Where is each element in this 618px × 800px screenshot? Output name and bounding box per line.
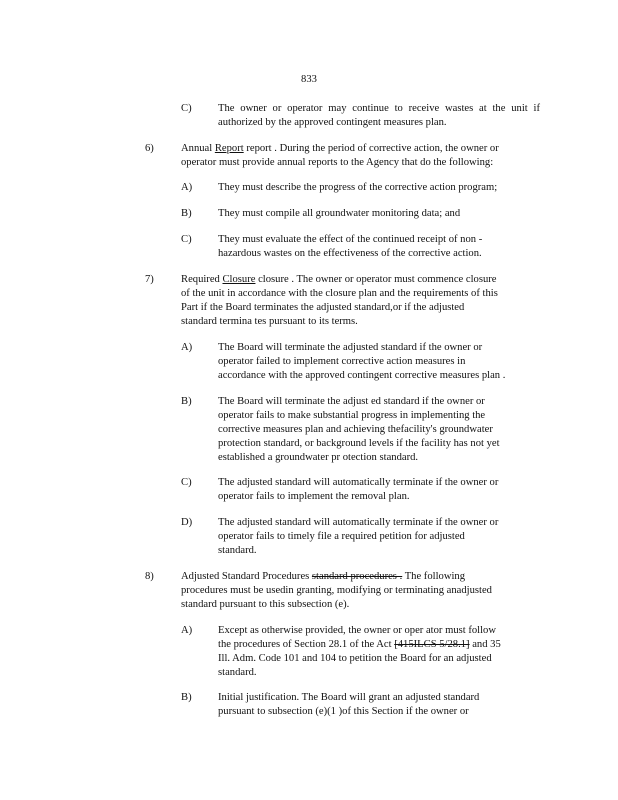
text-line: They must describe the progress of the corrective action program;: [218, 182, 498, 193]
text-line: Except as otherwise provided, the owner or oper ator must follow: [218, 625, 497, 636]
text-line: Part if the Board terminates the adjusted standard,or if the adjusted: [181, 302, 465, 313]
deleted-text: standard procedures .: [311, 571, 403, 582]
text-line: of the unit in accordance with the closure plan and the requirements of this: [181, 288, 498, 299]
text-line: authorized by the approved contingent measures plan.: [218, 117, 447, 128]
inserted-text: Closure: [222, 274, 256, 285]
text-run: and 35: [469, 639, 501, 650]
item-label: C): [181, 234, 192, 245]
text-line: They must evaluate the effect of the continued receipt of non -: [218, 234, 483, 245]
text-line: The adjusted standard will automatically terminate if the owner or: [218, 517, 499, 528]
text-run: closure . The owner or operator must commence closure: [255, 274, 497, 285]
paragraph: [218, 516, 542, 558]
text-line: protection standard, or background levels if the facility has not yet: [218, 438, 500, 449]
item-label: C): [181, 103, 192, 114]
text-run: Required: [181, 274, 223, 285]
paragraph: [181, 570, 542, 612]
text-line: operator fails to make substantial progress in implementing the: [218, 410, 486, 421]
paragraph: [218, 233, 540, 261]
text-line: procedures must be usedin granting, modifying or terminating anadjusted: [181, 585, 492, 596]
text-line: pursuant to subsection (e)(1 )of this Section if the owner or: [218, 706, 469, 717]
item-label: B): [181, 692, 192, 703]
text-line: corrective measures plan and achieving thefacility's groundwater: [218, 424, 493, 435]
paragraph: [181, 142, 542, 170]
item-label: C): [181, 477, 192, 488]
page-number: 833: [301, 74, 317, 85]
text-line: operator fails to timely file a required petition for adjusted: [218, 531, 465, 542]
text-line: accordance with the approved contingent corrective measures plan .: [218, 370, 506, 381]
text-run: report . During the period of corrective action, the owner or: [243, 143, 499, 154]
text-line: The Board will terminate the adjust ed standard if the owner or: [218, 396, 485, 407]
text-line: operator failed to implement corrective action measures in: [218, 356, 466, 367]
text-line: Initial justification. The Board will grant an adjusted standard: [218, 692, 480, 703]
deleted-text: [415ILCS 5/28.1]: [394, 639, 470, 650]
paragraph: [218, 341, 542, 383]
item-label: 8): [145, 571, 154, 582]
text-run: the procedures of Section 28.1 of the Act: [218, 639, 395, 650]
item-label: A): [181, 625, 193, 636]
item-label: D): [181, 517, 193, 528]
text-run: Annual: [181, 143, 215, 154]
item-label: B): [181, 208, 192, 219]
inserted-text: Report: [214, 143, 244, 154]
text-line: standard pursuant to this subsection (e).: [181, 599, 350, 610]
text-line: operator fails to implement the removal plan.: [218, 491, 410, 502]
paragraph: [218, 181, 540, 195]
item-label: 7): [145, 274, 154, 285]
item-label: B): [181, 396, 192, 407]
text-line: hazardous wastes on the effectiveness of the corrective action.: [218, 248, 482, 259]
paragraph: [218, 102, 540, 130]
text-line: operator must provide annual reports to the Agency that do the following:: [181, 157, 494, 168]
text-line: They must compile all groundwater monitoring data; and: [218, 208, 461, 219]
item-label: A): [181, 342, 193, 353]
paragraph: [218, 691, 542, 719]
text-run: The following: [402, 571, 466, 582]
text-run: Adjusted Standard Procedures: [181, 571, 312, 582]
text-line: standard.: [218, 545, 257, 556]
text-line: established a groundwater pr otection standard.: [218, 452, 419, 463]
text-line: Ill. Adm. Code 101 and 104 to petition the Board for an adjusted: [218, 653, 492, 664]
paragraph: [218, 207, 540, 221]
text-line: The adjusted standard will automatically terminate if the owner or: [218, 477, 499, 488]
item-label: A): [181, 182, 193, 193]
text-line: The owner or operator may continue to receive wastes at the unit if: [218, 103, 540, 114]
paragraph: [181, 273, 542, 329]
paragraph: [218, 476, 542, 504]
text-line: standard termina tes pursuant to its terms.: [181, 316, 358, 327]
text-line: standard.: [218, 667, 257, 678]
item-label: 6): [145, 143, 154, 154]
text-line: The Board will terminate the adjusted standard if the owner or: [218, 342, 483, 353]
paragraph: [218, 395, 542, 465]
paragraph: [218, 624, 542, 680]
